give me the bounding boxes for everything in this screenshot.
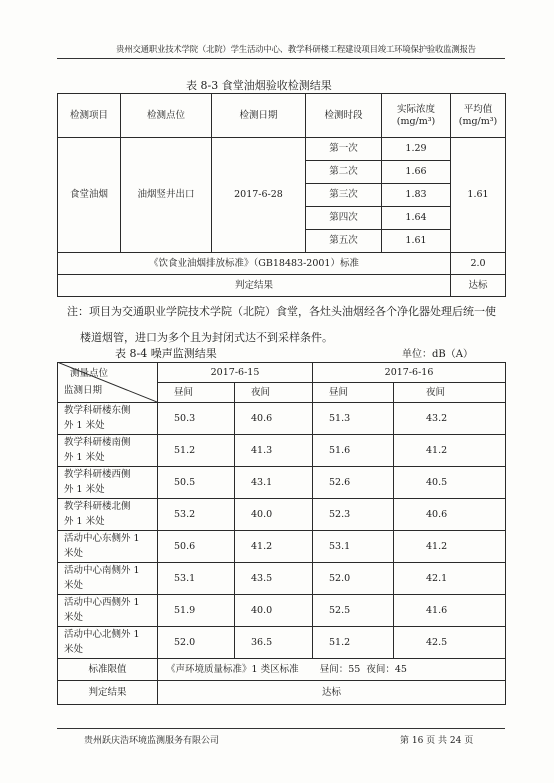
- judge-label: 判定结果: [58, 275, 451, 297]
- value-cell: 41.2: [394, 531, 506, 563]
- header-line: 实际浓度: [396, 103, 435, 115]
- header-cell: 检测时段: [306, 94, 382, 138]
- location-line: 教学科研楼西侧: [64, 468, 131, 480]
- day-header: 昼间: [158, 383, 235, 403]
- location-line: 教学科研楼东侧: [64, 404, 131, 416]
- location-cell: [58, 595, 158, 627]
- value-cell: 43.5: [235, 563, 313, 595]
- location-line: 米处: [64, 611, 84, 623]
- location-cell: [58, 563, 158, 595]
- table-row: [58, 563, 506, 595]
- value-cell: 40.6: [235, 403, 313, 435]
- table-row: [58, 595, 506, 627]
- table-row: [58, 531, 506, 563]
- table-row: [58, 627, 506, 659]
- value-cell: 53.1: [158, 563, 235, 595]
- value-cell: 41.3: [235, 435, 313, 467]
- location-cell: [58, 435, 158, 467]
- value-cell: 51.6: [313, 435, 394, 467]
- header-rule: [57, 58, 505, 59]
- location-line: 教学科研楼北侧: [64, 500, 131, 512]
- night-header: 夜间: [235, 383, 313, 403]
- table-row: [58, 499, 506, 531]
- location-cell: 油烟竖井出口: [121, 138, 212, 253]
- value-cell: 1.61: [382, 230, 451, 253]
- value-cell: 52.6: [313, 467, 394, 499]
- value-cell: 40.0: [235, 595, 313, 627]
- location-cell: [58, 467, 158, 499]
- value-cell: 43.2: [394, 403, 506, 435]
- table-row: [58, 403, 506, 435]
- table-row: [58, 467, 506, 499]
- judge-value: 达标: [451, 275, 506, 297]
- location-line: 米处: [64, 579, 84, 591]
- header-cell: 检测点位: [121, 94, 212, 138]
- value-cell: 43.1: [235, 467, 313, 499]
- limit-label: 标准限值: [58, 659, 158, 681]
- value-cell: 41.2: [394, 435, 506, 467]
- header-cell: [451, 94, 506, 138]
- judge-label: 判定结果: [58, 681, 158, 705]
- value-cell: 51.2: [313, 627, 394, 659]
- value-cell: 1.83: [382, 184, 451, 207]
- judge-value: 达标: [158, 681, 506, 705]
- table2-unit: 单位：dB（A）: [402, 349, 473, 360]
- value-cell: 53.2: [158, 499, 235, 531]
- location-cell: [58, 403, 158, 435]
- period-cell: 第三次: [306, 184, 382, 207]
- value-cell: 1.29: [382, 138, 451, 161]
- location-line: 活动中心东侧外 1: [64, 532, 140, 544]
- header-line: 平均值: [463, 103, 493, 115]
- location-cell: [58, 499, 158, 531]
- location-line: 外 1 米处: [64, 419, 105, 431]
- value-cell: 42.1: [394, 563, 506, 595]
- value-cell: 50.6: [158, 531, 235, 563]
- value-cell: 51.2: [158, 435, 235, 467]
- average-cell: 1.61: [451, 138, 506, 253]
- value-cell: 40.6: [394, 499, 506, 531]
- period-cell: 第一次: [306, 138, 382, 161]
- night-header: 夜间: [394, 383, 506, 403]
- value-cell: 51.3: [313, 403, 394, 435]
- value-cell: 52.3: [313, 499, 394, 531]
- location-cell: [58, 627, 158, 659]
- header-unit: (mg/m³): [396, 115, 436, 127]
- value-cell: 40.5: [394, 467, 506, 499]
- location-line: 活动中心北侧外 1: [64, 628, 140, 640]
- value-cell: 41.6: [394, 595, 506, 627]
- header-cell: [382, 94, 451, 138]
- table1-caption: 表 8-3 食堂油烟验收检测结果: [186, 79, 332, 92]
- location-line: 外 1 米处: [64, 451, 105, 463]
- corner-top: 测量点位: [70, 368, 109, 380]
- value-cell: 40.0: [235, 499, 313, 531]
- location-line: 活动中心南侧外 1: [64, 564, 140, 576]
- corner-diagonal: [57, 362, 157, 402]
- header-cell: 检测日期: [212, 94, 306, 138]
- period-cell: 第五次: [306, 230, 382, 253]
- value-cell: 51.9: [158, 595, 235, 627]
- noise-table: [57, 362, 506, 705]
- period-cell: 第二次: [306, 161, 382, 184]
- day-header: 昼间: [313, 383, 394, 403]
- date-header: 2017-6-16: [313, 363, 506, 383]
- date-cell: 2017-6-28: [212, 138, 306, 253]
- table2-caption: 表 8-4 噪声监测结果: [115, 347, 217, 360]
- value-cell: 41.2: [235, 531, 313, 563]
- item-cell: 食堂油烟: [58, 138, 121, 253]
- date-header: 2017-6-15: [158, 363, 313, 383]
- footer-company: 贵州跃庆浩环境监测服务有限公司: [84, 736, 220, 746]
- value-cell: 50.5: [158, 467, 235, 499]
- value-cell: 1.64: [382, 207, 451, 230]
- period-cell: 第四次: [306, 207, 382, 230]
- value-cell: 53.1: [313, 531, 394, 563]
- location-line: 外 1 米处: [64, 515, 105, 527]
- location-line: 米处: [64, 643, 84, 655]
- value-cell: 52.0: [158, 627, 235, 659]
- value-cell: 52.5: [313, 595, 394, 627]
- corner-bottom: 监测日期: [64, 384, 103, 396]
- value-cell: 42.5: [394, 627, 506, 659]
- footer-rule: [57, 728, 505, 729]
- location-line: 米处: [64, 547, 84, 559]
- value-cell: 50.3: [158, 403, 235, 435]
- page-header: 贵州交通职业技术学院（北院）学生活动中心、教学科研楼工程建设项目竣工环境保护验收监测报告: [116, 44, 476, 54]
- header-cell: 检测项目: [58, 94, 121, 138]
- footer-page: 第 16 页 共 24 页: [400, 736, 474, 746]
- location-line: 外 1 米处: [64, 483, 105, 495]
- location-line: 活动中心西侧外 1: [64, 596, 140, 608]
- table-row: [58, 435, 506, 467]
- oil-fume-table: [57, 93, 506, 297]
- location-cell: [58, 531, 158, 563]
- diagonal-line: [57, 362, 157, 402]
- limit-value: 《声环境质量标准》1 类区标准 昼间：55 夜间：45: [158, 659, 506, 681]
- value-cell: 52.0: [313, 563, 394, 595]
- location-line: 教学科研楼南侧: [64, 436, 131, 448]
- standard-value: 2.0: [451, 253, 506, 275]
- table1-note: 注：项目为交通职业学院技术学院（北院）食堂，各灶头油烟经各个净化器处理后统一使楼道烟管，进口为多个且为封闭式达不到采样条件。: [67, 305, 496, 344]
- standard-label: 《饮食业油烟排放标准》（GB18483-2001）标准: [58, 253, 451, 275]
- header-unit: (mg/m³): [458, 115, 498, 127]
- value-cell: 1.66: [382, 161, 451, 184]
- value-cell: 36.5: [235, 627, 313, 659]
